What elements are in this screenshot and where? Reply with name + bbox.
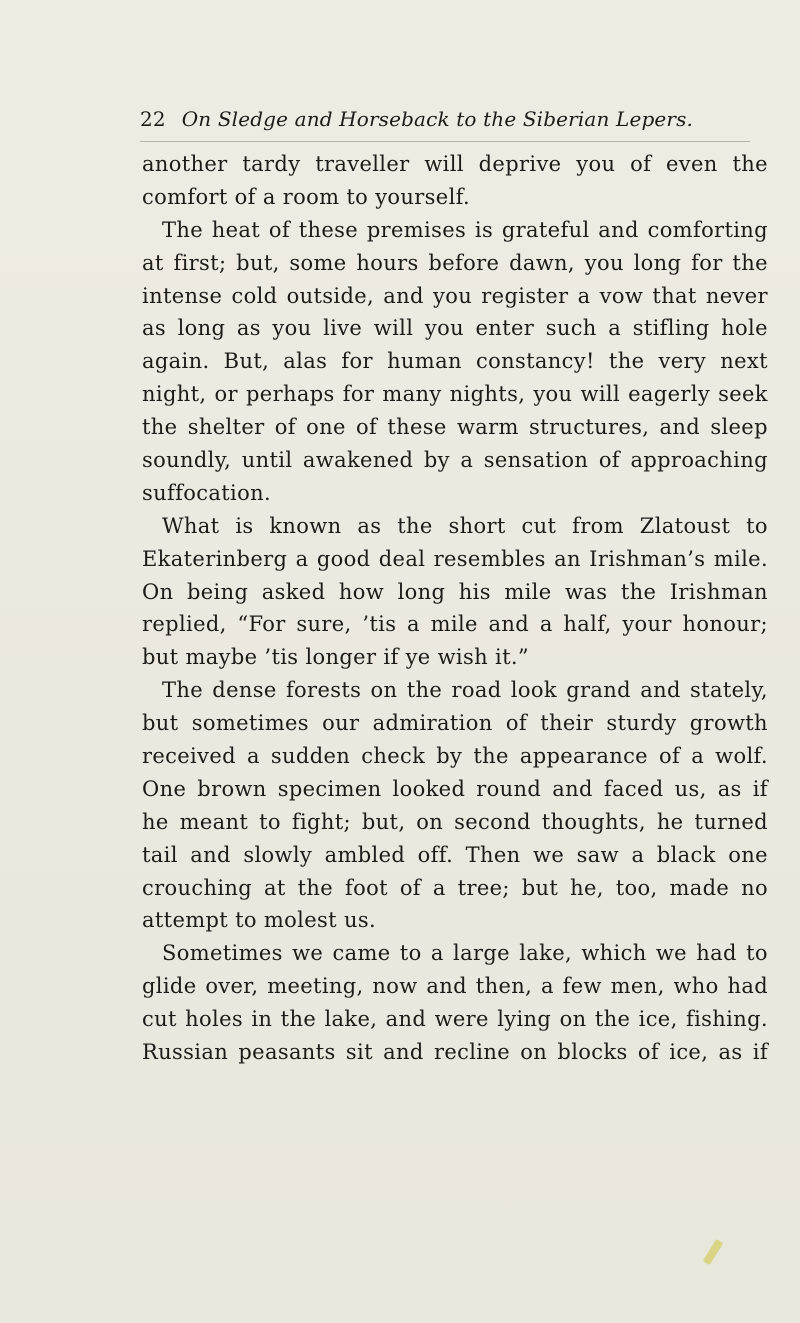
word: how	[338, 579, 385, 604]
word: at	[264, 875, 286, 900]
running-title: On Sledge and Horseback to the Siberian Lepers.	[181, 107, 694, 131]
word: holes	[185, 1007, 243, 1032]
word: specimen	[277, 776, 382, 801]
word: the	[732, 250, 768, 275]
word: admiration	[372, 711, 493, 736]
word: On	[142, 579, 174, 604]
word: came	[332, 941, 391, 966]
word: sleep	[710, 415, 768, 440]
word: before	[428, 250, 500, 275]
word: dense	[212, 678, 277, 703]
word: register	[481, 283, 569, 308]
word: had	[727, 974, 768, 999]
word: Irishman’s	[589, 546, 706, 571]
word: and	[383, 283, 424, 308]
word: eagerly	[628, 382, 711, 407]
text-line	[142, 510, 768, 543]
word: long	[633, 250, 682, 275]
word: and	[488, 612, 530, 637]
word: meeting,	[267, 974, 364, 999]
word: shelter	[187, 415, 265, 440]
word: of	[355, 415, 378, 440]
word: the	[397, 513, 433, 538]
word: a	[407, 612, 420, 637]
word: alas	[283, 349, 328, 374]
word: cut	[521, 513, 557, 538]
body-text	[142, 148, 768, 1069]
word: his	[458, 579, 491, 604]
word: approaching	[630, 448, 768, 473]
word: glide	[142, 974, 197, 999]
text-line	[142, 872, 768, 905]
word: a	[430, 941, 444, 966]
text-line	[142, 937, 768, 970]
word: these	[298, 217, 359, 242]
word: large	[453, 941, 510, 966]
word: mile	[504, 579, 552, 604]
word: but	[142, 711, 179, 736]
text-line	[142, 1036, 768, 1069]
word: had	[696, 941, 737, 966]
word: wolf.	[715, 744, 768, 769]
word: dawn,	[509, 250, 575, 275]
word: by	[436, 744, 463, 769]
word: of	[268, 217, 290, 242]
word: now	[372, 974, 418, 999]
word: But,	[223, 349, 270, 374]
word: The	[162, 678, 204, 703]
word: he	[142, 809, 169, 834]
word: one	[728, 842, 768, 867]
word: to	[399, 941, 422, 966]
word: sturdy	[606, 711, 677, 736]
word: for	[691, 250, 723, 275]
word: many	[382, 382, 442, 407]
word: comforting	[647, 217, 768, 242]
word: for	[342, 382, 375, 407]
word: until	[241, 448, 293, 473]
word: vow	[599, 283, 644, 308]
word: as	[142, 316, 166, 341]
word: few	[562, 974, 602, 999]
word: asked	[261, 579, 326, 604]
word: sometimes	[191, 711, 309, 736]
word: a	[295, 546, 309, 571]
word: enter	[475, 316, 535, 341]
word: grand	[566, 678, 631, 703]
word: long	[397, 579, 446, 604]
word: or	[214, 382, 238, 407]
word: second	[454, 809, 531, 834]
word: to	[259, 809, 281, 834]
word: on	[520, 1040, 548, 1065]
word: sensation	[483, 448, 589, 473]
word: the	[473, 744, 509, 769]
word: even	[666, 152, 718, 176]
word: a	[432, 875, 446, 900]
word: your	[622, 612, 672, 637]
word: “For	[237, 612, 286, 637]
word: lake,	[519, 941, 573, 966]
word: from	[572, 513, 624, 538]
word: thoughts,	[541, 809, 646, 834]
word: constancy!	[475, 349, 595, 374]
word: he,	[570, 875, 604, 900]
word: who	[673, 974, 719, 999]
word: forests	[285, 678, 362, 703]
word: tree;	[457, 875, 510, 900]
word: turned	[694, 809, 768, 834]
word: you	[576, 152, 616, 176]
word: at	[142, 250, 164, 275]
word: tardy	[242, 152, 301, 176]
word: a	[539, 612, 553, 637]
word: that	[652, 283, 697, 308]
word: were	[434, 1007, 489, 1032]
word: nights,	[449, 382, 526, 407]
word: and	[598, 217, 639, 242]
text-line: attempt to molest us.	[142, 908, 376, 933]
word: was	[565, 579, 608, 604]
word: human	[387, 349, 462, 374]
text-line	[142, 806, 768, 839]
word: too,	[615, 875, 658, 900]
word: us,	[674, 776, 707, 801]
page-number: 22	[140, 107, 166, 131]
text-line	[142, 214, 768, 247]
word: lake,	[324, 1007, 378, 1032]
word: of	[637, 1040, 659, 1065]
word: of	[399, 875, 421, 900]
word: as	[236, 316, 261, 341]
word: to	[746, 941, 768, 966]
word: hole	[721, 316, 768, 341]
word: looked	[392, 776, 466, 801]
word: blocks	[557, 1040, 628, 1065]
word: on	[559, 1007, 587, 1032]
word: The	[162, 217, 204, 242]
word: road	[451, 678, 502, 703]
word: you	[584, 250, 624, 275]
text-line	[142, 674, 768, 707]
word: in	[251, 1007, 273, 1032]
text-line: but maybe ’tis longer if ye wish it.”	[142, 645, 529, 670]
word: sure,	[296, 612, 352, 637]
word: intense	[142, 283, 223, 308]
word: you	[433, 283, 473, 308]
word: and	[426, 974, 467, 999]
word: the	[608, 349, 645, 374]
word: the	[406, 678, 443, 703]
word: appearance	[519, 744, 648, 769]
word: as	[717, 776, 742, 801]
text-line	[142, 543, 768, 576]
word: as	[718, 1040, 743, 1065]
word: one	[306, 415, 346, 440]
word: lying	[497, 1007, 552, 1032]
word: he	[656, 809, 684, 834]
pencil-mark	[703, 1239, 724, 1265]
word: of	[505, 711, 527, 736]
word: ambled	[324, 842, 406, 867]
word: first;	[173, 250, 227, 275]
word: we	[292, 941, 324, 966]
word: you	[272, 316, 312, 341]
text-line: suffocation.	[142, 480, 271, 505]
text-line	[142, 970, 768, 1003]
word: Russian	[142, 1040, 229, 1065]
word: meant	[179, 809, 249, 834]
word: these	[387, 415, 447, 440]
text-line	[142, 1003, 768, 1036]
word: sudden	[270, 744, 351, 769]
word: and	[640, 678, 681, 703]
word: is	[235, 513, 254, 538]
text-line	[142, 280, 768, 313]
word: growth	[689, 711, 768, 736]
word: What	[162, 513, 220, 538]
word: warm	[456, 415, 519, 440]
text-line	[142, 444, 768, 477]
word: as	[357, 513, 382, 538]
text-line	[142, 707, 768, 740]
word: One	[142, 776, 187, 801]
word: again.	[142, 349, 210, 374]
word: known	[269, 513, 342, 538]
word: faced	[603, 776, 664, 801]
word: ’tis	[362, 612, 397, 637]
word: stately,	[690, 678, 768, 703]
word: recline	[433, 1040, 511, 1065]
word: is	[474, 217, 494, 242]
word: will	[424, 152, 464, 176]
word: hours	[356, 250, 419, 275]
word: a	[691, 744, 705, 769]
word: a	[460, 448, 474, 473]
word: which	[581, 941, 647, 966]
word: look	[510, 678, 557, 703]
word: the	[280, 1007, 317, 1032]
word: live	[323, 316, 363, 341]
word: if	[752, 776, 768, 801]
word: will	[373, 316, 414, 341]
word: round	[476, 776, 542, 801]
word: seek	[718, 382, 768, 407]
word: received	[142, 744, 236, 769]
word: a	[246, 744, 260, 769]
text-line	[142, 839, 768, 872]
word: Irishman	[669, 579, 768, 604]
word: deal	[378, 546, 426, 571]
word: for	[341, 349, 373, 374]
word: a	[631, 842, 645, 867]
word: Ekaterinberg	[142, 546, 288, 571]
word: of	[274, 415, 296, 440]
text-line	[142, 608, 768, 641]
word: the	[732, 152, 768, 176]
word: we	[655, 941, 687, 966]
word: crouching	[142, 875, 253, 900]
running-header	[140, 104, 760, 134]
word: by	[423, 448, 450, 473]
word: the	[142, 415, 178, 440]
header-rule	[140, 141, 750, 142]
word: and	[659, 415, 701, 440]
word: and	[385, 1007, 427, 1032]
word: but,	[361, 809, 406, 834]
word: no	[741, 875, 768, 900]
word: mile.	[713, 546, 768, 571]
text-line	[142, 345, 768, 378]
word: another	[142, 152, 228, 176]
word: slowly	[243, 842, 313, 867]
word: over,	[205, 974, 259, 999]
word: awakened	[302, 448, 414, 473]
text-line	[142, 148, 768, 181]
word: some	[289, 250, 347, 275]
word: premises	[366, 217, 467, 242]
word: half,	[563, 612, 612, 637]
word: a	[540, 974, 554, 999]
word: and	[190, 842, 231, 867]
word: resembles	[433, 546, 546, 571]
word: very	[658, 349, 707, 374]
word: men,	[610, 974, 665, 999]
text-line	[142, 411, 768, 444]
word: saw	[576, 842, 619, 867]
word: on	[370, 678, 398, 703]
word: good	[316, 546, 371, 571]
word: but	[521, 875, 559, 900]
word: then,	[475, 974, 533, 999]
word: honour;	[682, 612, 768, 637]
text-line	[142, 378, 768, 411]
word: a	[577, 283, 591, 308]
word: long	[177, 316, 226, 341]
word: Zlatoust	[639, 513, 731, 538]
word: structures,	[529, 415, 650, 440]
word: but,	[236, 250, 280, 275]
text-line	[142, 312, 768, 345]
word: you	[533, 382, 573, 407]
word: made	[669, 875, 730, 900]
word: if	[752, 1040, 768, 1065]
word: brown	[197, 776, 267, 801]
word: fishing.	[685, 1007, 768, 1032]
word: of	[630, 152, 652, 176]
word: traveller	[315, 152, 410, 176]
word: deprive	[478, 152, 562, 176]
word: and	[552, 776, 593, 801]
word: grateful	[501, 217, 590, 242]
word: ice,	[638, 1007, 678, 1032]
word: next	[720, 349, 768, 374]
word: perhaps	[246, 382, 335, 407]
text-line	[142, 576, 768, 609]
word: our	[322, 711, 360, 736]
text-line	[142, 740, 768, 773]
word: sit	[345, 1040, 373, 1065]
word: their	[540, 711, 594, 736]
word: off.	[417, 842, 454, 867]
word: such	[545, 316, 597, 341]
word: Then	[465, 842, 521, 867]
word: soundly,	[142, 448, 232, 473]
word: cold	[231, 283, 278, 308]
word: ice,	[669, 1040, 709, 1065]
word: we	[533, 842, 565, 867]
text-line	[142, 773, 768, 806]
word: to	[746, 513, 768, 538]
word: of	[659, 744, 681, 769]
word: night,	[142, 382, 207, 407]
word: an	[554, 546, 581, 571]
word: black	[656, 842, 716, 867]
word: peasants	[238, 1040, 336, 1065]
word: the	[594, 1007, 631, 1032]
text-line	[142, 247, 768, 280]
word: a	[608, 316, 622, 341]
word: of	[598, 448, 620, 473]
word: mile	[430, 612, 478, 637]
word: check	[361, 744, 426, 769]
word: the	[297, 875, 334, 900]
text-line: comfort of a room to yourself.	[142, 184, 471, 209]
word: fight;	[291, 809, 351, 834]
word: never	[705, 283, 768, 308]
word: cut	[142, 1007, 177, 1032]
word: short	[448, 513, 506, 538]
word: heat	[211, 217, 261, 242]
word: on	[416, 809, 444, 834]
word: the	[620, 579, 657, 604]
word: foot	[344, 875, 388, 900]
word: Sometimes	[162, 941, 283, 966]
word: and	[383, 1040, 424, 1065]
word: tail	[142, 842, 178, 867]
word: outside,	[286, 283, 375, 308]
word: stifling	[632, 316, 710, 341]
word: you	[424, 316, 464, 341]
word: replied,	[142, 612, 227, 637]
word: will	[580, 382, 621, 407]
word: being	[186, 579, 249, 604]
